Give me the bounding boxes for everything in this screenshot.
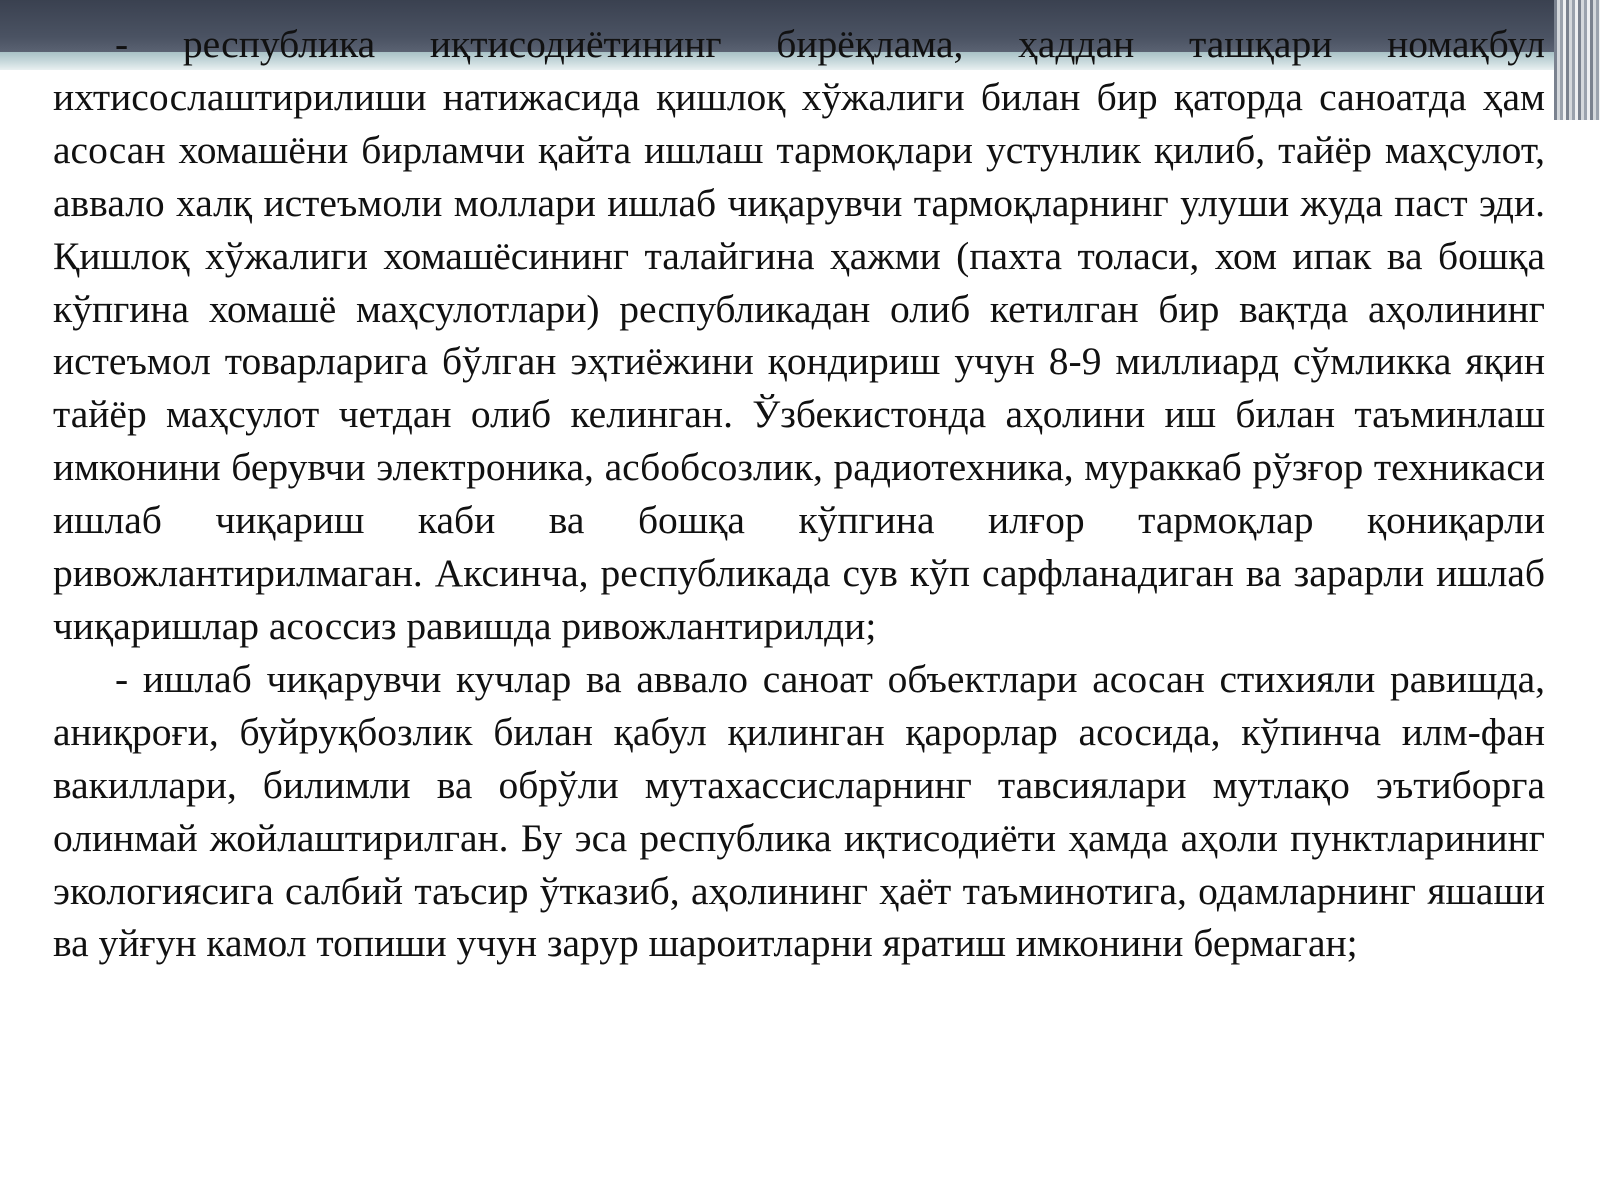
corner-stripes-decoration — [1554, 0, 1600, 120]
paragraph-1: - республика иқтисодиётининг бирёқлама, ҳаддан ташқари номақбул ихтисослаштирилиши натижасида қишлоқ хўжалиги билан бир қаторда саноатда ҳам асосан хомашёни бирламчи қайта ишлаш тармоқлари устунлик қилиб, тайёр маҳсулот, аввало халқ истеъмоли моллари ишлаб чиқарувчи тармоқларнинг улуши жуда паст эди. Қишлоқ хўжалиги хомашёсининг талайгина ҳажми (пахта толаси, хом ипак ва бошқа кўпгина хомашё маҳсулотлари) республикадан олиб кетилган бир вақтда аҳолининг истеъмол товарларига бўлган эҳтиёжини қондириш учун 8-9 миллиард сўмликка яқин тайёр маҳсулот четдан олиб келинган. Ўзбекистонда аҳолини иш билан таъминлаш имконини берувчи электроника, асбобсозлик, радиотехника, мураккаб рўзғор техникаси ишлаб чиқариш каби ва бошқа кўпгина илғор тармоқлар қониқарли ривожлантирилмаган. Аксинча, республикада сув кўп сарфланадиган ва зарарли ишлаб чиқаришлар асоссиз равишда ривожлантирилди; — [53, 22, 1545, 648]
body-text — [53, 18, 1545, 970]
paragraph-2: - ишлаб чиқарувчи кучлар ва аввало саноат объектлари асосан стихияли равишда, аниқроғи, буйруқбозлик билан қабул қилинган қарорлар асосида, кўпинча илм-фан вакиллари, билимли ва обрўли мутахассисларнинг тавсиялари мутлақо эътиборга олинмай жойлаштирилган. Бу эса республика иқтисодиёти ҳамда аҳоли пунктларининг экологиясига салбий таъсир ўтказиб, аҳолининг ҳаёт таъминотига, одамларнинг яшаши ва уйғун камол топиши учун зарур шароитларни яратиш имконини бермаган; — [53, 656, 1545, 966]
